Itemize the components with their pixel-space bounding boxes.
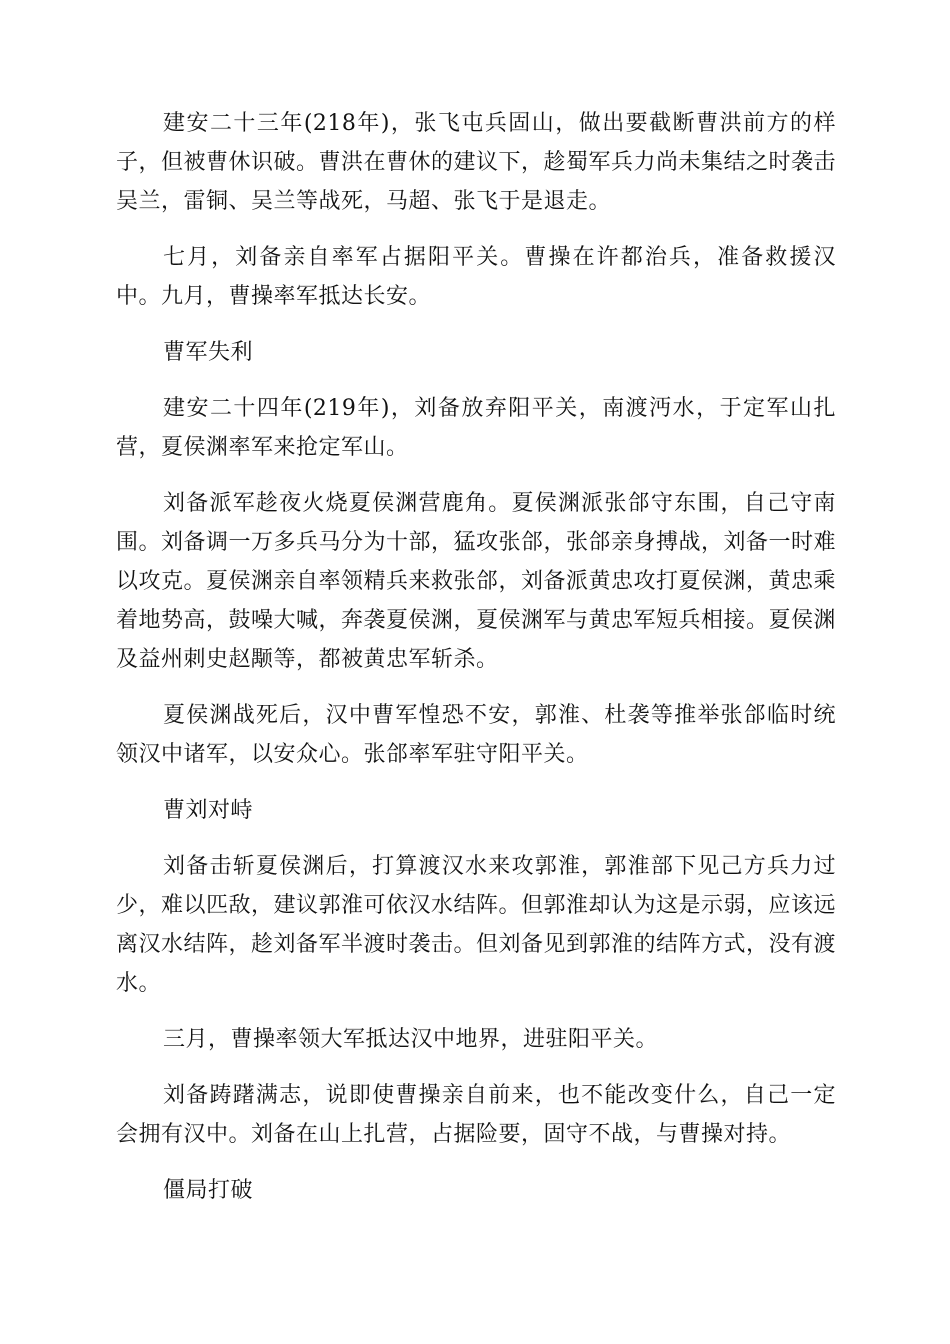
paragraph-caocao-arrives: 三月，曹操率领大军抵达汉中地界，进驻阳平关。: [163, 1027, 659, 1052]
document-body: [116, 104, 836, 1227]
section-heading-cao-defeat: 曹军失利: [163, 340, 254, 365]
section-heading-deadlock-broken: 僵局打破: [163, 1178, 254, 1203]
paragraph-liubei-yangpingguan: 七月，刘备亲自率军占据阳平关。曹操在许都治兵，准备救援汉中。九月，曹操率军抵达长安。: [116, 245, 836, 309]
paragraph-dingjunshan-camp: 建安二十四年(219年)，刘备放弃阳平关，南渡沔水，于定军山扎营，夏侯渊率军来抢定军山。: [116, 396, 836, 460]
section-heading-standoff: 曹刘对峙: [163, 798, 254, 823]
paragraph-xiahouyuan-killed: 刘备派军趁夜火烧夏侯渊营鹿角。夏侯渊派张郃守东围，自己守南围。刘备调一万多兵马分为十部，猛攻张郃，张郃亲身搏战，刘备一时难以攻克。夏侯渊亲自率领精兵来救张郃，刘备派黄忠攻打夏侯渊，黄忠乘着地势高，鼓噪大喊，奔袭夏侯渊，夏侯渊军与黄忠军短兵相接。夏侯渊及益州刺史赵颙等，都被黄忠军斩杀。: [116, 491, 837, 672]
paragraph-guohuai-formation: 刘备击斩夏侯渊后，打算渡汉水来攻郭淮，郭淮部下见己方兵力过少，难以匹敌，建议郭淮可依汉水结阵。但郭淮却认为这是示弱，应该远离汉水结阵，趁刘备军半渡时袭击。但刘备见到郭淮的结阵方式，没有渡水。: [116, 854, 837, 996]
paragraph-zhanghe-command: 夏侯渊战死后，汉中曹军惶恐不安，郭淮、杜袭等推举张郃临时统领汉中诸军，以安众心。张郃率军驻守阳平关。: [116, 703, 836, 767]
paragraph-zhangfei-gushan: 建安二十三年(218年)，张飞屯兵固山，做出要截断曹洪前方的样子，但被曹休识破。曹洪在曹休的建议下，趁蜀军兵力尚未集结之时袭击吴兰，雷铜、吴兰等战死，马超、张飞于是退走。: [116, 111, 837, 214]
paragraph-liubei-confident: 刘备踌躇满志，说即使曹操亲自前来，也不能改变什么，自己一定会拥有汉中。刘备在山上扎营，占据险要，固守不战，与曹操对持。: [116, 1083, 836, 1147]
